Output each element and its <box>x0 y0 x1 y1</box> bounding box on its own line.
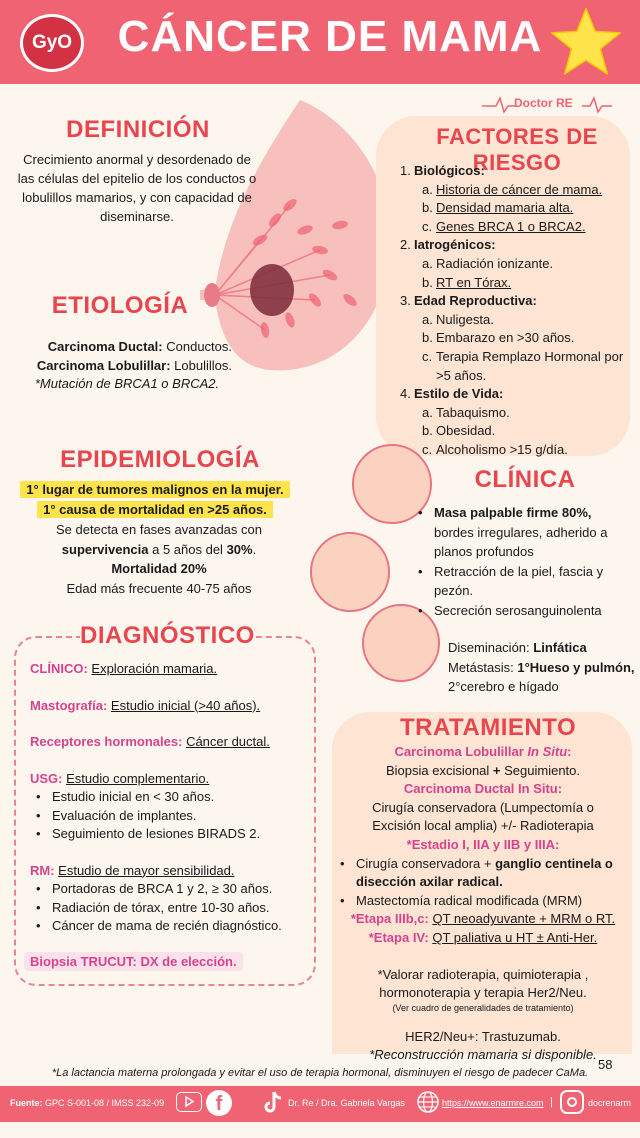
diag-rm-item: • Portadoras de BRCA 1 y 2, ≥ 30 años. <box>36 881 273 896</box>
globe-icon <box>416 1090 440 1114</box>
diag-clinico: CLÍNICO: Exploración mamaria. <box>30 661 218 676</box>
factor-item: a. Nuligesta. <box>422 311 494 327</box>
trat-her2: HER2/Neu+: Trastuzumab. <box>405 1028 561 1044</box>
epidemiologia-highlights <box>6 480 304 520</box>
trat-etapa-3: *Etapa IIIb,c: QT neoadyuvante + MRM o RT. <box>350 911 616 927</box>
factores-heading: FACTORES DE RIESGO <box>436 124 598 175</box>
footnote: *La lactancia materna prolongada y evitar el uso de terapia hormonal, disminuyen el riesgo de padecer CaMa. <box>51 1067 589 1079</box>
factor-group-3: 3. Edad Reproductiva: <box>400 293 537 309</box>
diagnostico-heading: DIAGNÓSTICO <box>80 622 255 649</box>
factor-item: b. Obesidad. <box>422 423 496 439</box>
page-title: CÁNCER DE MAMA <box>117 12 543 61</box>
diag-mastografia: Mastografía: Estudio inicial (>40 años). <box>30 697 261 713</box>
clinica-image-retraccion <box>310 532 390 612</box>
youtube-icon[interactable] <box>176 1092 202 1112</box>
clinica-item: • Retracción de la piel, fascia y pezón. <box>418 563 604 598</box>
factor-item: b. RT en Tórax. <box>422 274 512 290</box>
factores-list <box>400 162 626 460</box>
epi-line: Mortalidad 20% <box>111 561 207 576</box>
trat-reconstruccion: *Reconstrucción mamaria si disponible. <box>369 1047 597 1063</box>
etiologia-line-ductal: Carcinoma Ductal: Conductos. <box>47 339 232 354</box>
diag-rm: RM: Estudio de mayor sensibilidad. <box>30 862 235 878</box>
diag-usg-item: • Seguimiento de lesiones BIRADS 2. <box>36 826 261 841</box>
factor-item: c. Alcoholismo >15 g/día. <box>422 441 568 457</box>
factor-group-1: 1. Biológicos: <box>400 163 485 178</box>
factor-item: b. Densidad mamaria alta. <box>422 200 574 216</box>
instagram-icon[interactable] <box>560 1090 584 1114</box>
etiologia-text <box>6 338 232 394</box>
trat-ver-cuadro: (Ver cuadro de generalidades de tratamiento) <box>392 1002 574 1013</box>
factor-item: a. Historia de cáncer de mama. <box>422 181 603 197</box>
tiktok-icon[interactable] <box>262 1090 284 1116</box>
trat-ductal-text: Cirugía conservadora (Lumpectomía o Excisión local amplia) +/- Radioterapia <box>372 799 594 834</box>
diag-biopsia: Biopsia TRUCUT: DX de elección. <box>24 952 243 971</box>
footer-fuente: Fuente: GPC S-001-08 / IMSS 232-09 <box>10 1098 165 1108</box>
factor-item: a. Radiación ionizante. <box>422 255 554 271</box>
trat-estadio-item: • Mastectomía radical modificada (MRM) <box>340 892 583 908</box>
doctor-re-text: Doctor RE <box>514 96 573 110</box>
footer-instagram: docrenarm <box>588 1098 632 1108</box>
page-number: 58 <box>598 1057 613 1072</box>
definicion-text: Crecimiento anormal y desordenado de las células del epitelio de los conductos o lobulillos mamarios, y con capacidad de diseminarse. <box>17 152 257 224</box>
factor-item: a. Tabaquismo. <box>422 404 510 420</box>
clinica-item: • Secreción serosanguinolenta <box>418 602 602 618</box>
trat-etapa-4: *Etapa IV: QT paliativa u HT ± Anti-Her. <box>368 929 598 945</box>
clinica-list <box>418 503 634 620</box>
factor-item: c. Terapia Remplazo Hormonal por >5 años. <box>422 348 624 383</box>
factor-group-2: 2. Iatrogénicos: <box>400 237 496 253</box>
diag-usg: USG: Estudio complementario. <box>30 770 210 786</box>
logo-text: GyO <box>31 32 73 53</box>
epi-line: Se detecta en fases avanzadas con <box>56 522 262 537</box>
diag-usg-item: • Evaluación de implantes. <box>36 807 197 823</box>
epidemiologia-text <box>14 520 304 598</box>
etiologia-heading: ETIOLOGÍA <box>51 292 189 319</box>
diag-receptores: Receptores hormonales: Cáncer ductal. <box>30 734 270 749</box>
tratamiento-text <box>334 743 632 1065</box>
epi-highlight-1: 1° lugar de tumores malignos en la mujer. <box>20 481 289 498</box>
trat-lobulillar-title: Carcinoma Lobulillar In Situ: <box>394 744 572 759</box>
footer-url-link[interactable]: https://www.enarmre.com <box>442 1098 544 1108</box>
epidemiologia-heading: EPIDEMIOLOGÍA <box>60 446 260 473</box>
etiologia-line-lobulillar: Carcinoma Lobulillar: Lobulillos. <box>36 357 232 373</box>
factor-group-4: 4. Estilo de Vida: <box>400 386 504 402</box>
trat-valorar: *Valorar radioterapia, quimioterapia , hormonoterapia y terapia Her2/Neu. <box>377 966 589 1001</box>
star-icon <box>548 4 624 80</box>
facebook-icon[interactable]: f <box>206 1090 232 1116</box>
diag-rm-item: • Cáncer de mama de recién diagnóstico. <box>36 918 282 933</box>
clinica-item: • Masa palpable firme 80%, bordes irregulares, adherido a planos profundos <box>418 505 608 559</box>
factor-item: b. Embarazo en >30 años. <box>422 330 575 346</box>
factor-item: c. Genes BRCA 1 o BRCA2. <box>422 218 586 234</box>
diag-rm-item: • Radiación de tórax, entre 10-30 años. <box>36 899 270 915</box>
diagnostico-list <box>30 660 314 936</box>
footer-separator: | <box>550 1096 553 1108</box>
clinica-diseminacion: Diseminación: Linfática Metástasis: 1°Hueso y pulmón, 2°cerebro e hígado <box>448 640 635 694</box>
footer-authors: Dr. Re / Dra. Gabriela Vargas <box>288 1098 405 1108</box>
epi-line: supervivencia a 5 años del 30%. <box>61 541 257 557</box>
epi-highlight-2: 1° causa de mortalidad en >25 años. <box>37 501 273 518</box>
trat-estadio-item: • Cirugía conservadora + ganglio centinela o disección axilar radical. <box>340 855 613 890</box>
epi-line: Edad más frecuente 40-75 años <box>66 580 252 596</box>
clinica-heading: CLÍNICA <box>474 466 576 493</box>
trat-lobulillar-text: Biopsia excisional + Seguimiento. <box>385 762 581 778</box>
etiologia-line-mutacion: *Mutación de BRCA1 o BRCA2. <box>34 376 220 391</box>
tratamiento-heading: TRATAMIENTO <box>400 714 577 741</box>
trat-ductal-title: Carcinoma Ductal In Situ: <box>403 781 563 797</box>
diag-usg-item: • Estudio inicial en < 30 años. <box>36 789 215 804</box>
trat-estadio-title: *Estadio I, IIA y IIB y IIIA: <box>406 836 560 852</box>
gyo-logo <box>20 14 84 72</box>
definicion-heading: DEFINICIÓN <box>66 116 210 143</box>
